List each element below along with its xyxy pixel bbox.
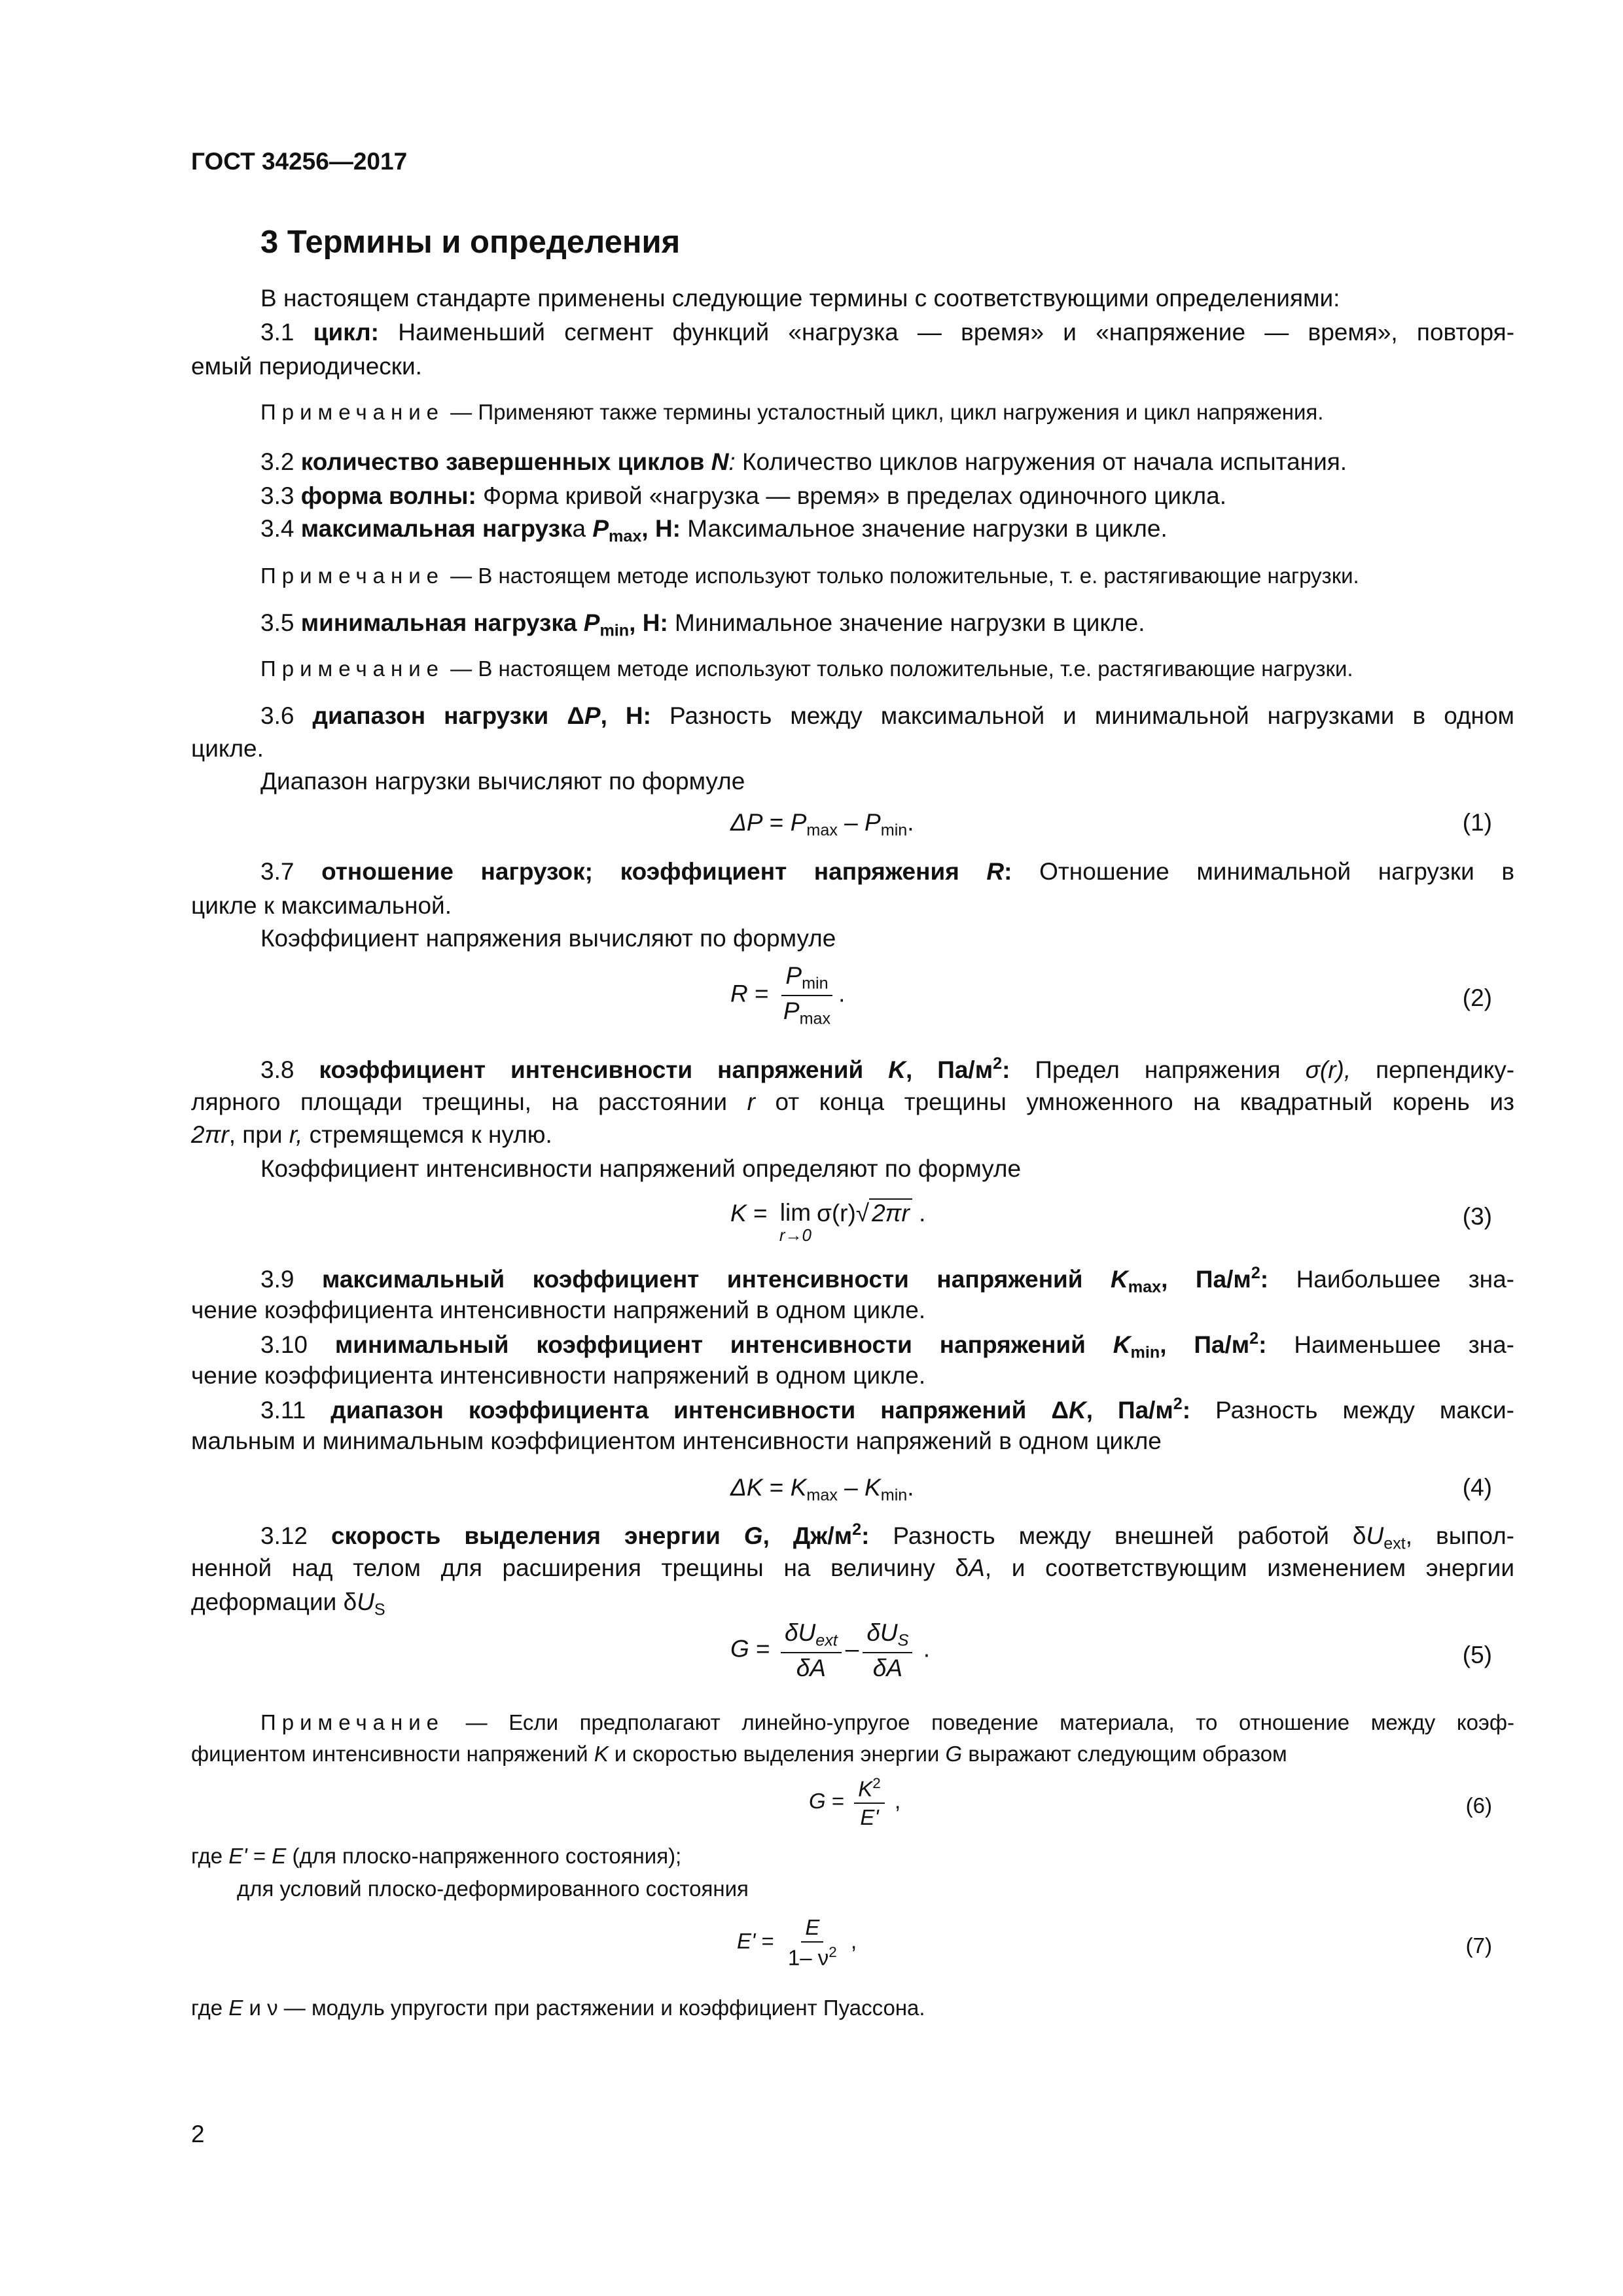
term-3-7-line-1: 3.7 отношение нагрузок; коэффициент напряжения R: Отношение минимальной нагрузки в <box>260 858 1515 885</box>
equation-number-1: (1) <box>1462 809 1492 836</box>
term-3-6-line-1: 3.6 диапазон нагрузки ΔP, Н: Разность между максимальной и минимальной нагрузками в одном <box>260 702 1514 729</box>
term-number: 3.1 <box>260 319 294 346</box>
note-2 <box>260 563 1359 589</box>
term-3-9-line-1: 3.9 максимальный коэффициент интенсивности напряжений $K_{max}$, $Па/м^2$: Наибольшее зна- <box>260 1264 1515 1297</box>
term-3-1-line-2: емый периодически. <box>191 353 422 380</box>
where-line-1: где E' = E (для плоско-напряженного состояния); <box>191 1844 682 1868</box>
term-3-12-line-3: деформации $\delta U_S$ <box>191 1588 385 1619</box>
formula-5: G = $\frac{\delta U_{ext}}{\delta A}$ – $\frac{\delta U_S}{\delta A}$ . <box>730 1619 930 1681</box>
term-3-10-line-1: 3.10 минимальный коэффициент интенсивности напряжений $K_{min}$, $Па/м^2$: Наименьшее зна- <box>260 1329 1515 1362</box>
equation-number-3: (3) <box>1462 1203 1492 1230</box>
term-name: отношение нагрузок; коэффициент напряжения R: <box>321 858 1012 885</box>
term-3-12-line-2: ненной над телом для расширения трещины на величину δA, и соответствующим изменением энергии <box>191 1554 1514 1581</box>
term-name: минимальный коэффициент интенсивности напряжений $K_{min}$, $Па/м^2$: <box>334 1329 1267 1362</box>
term-3-11-line-1: 3.11 диапазон коэффициента интенсивности напряжений ΔK, $Па/м^2$: Разность между макси- <box>260 1395 1514 1424</box>
section-title: 3 Термины и определения <box>260 224 681 260</box>
term-definition: Разность между макси- <box>1190 1396 1514 1424</box>
note-label: Примечание <box>260 564 445 588</box>
note-label: Примечание <box>260 1710 445 1734</box>
term-3-9-line-2: чение коэффициента интенсивности напряжений в одном цикле. <box>191 1297 926 1323</box>
note-4-line-1: Примечание — Если предполагают линейно-упругое поведение материала, то отношение между коэф- <box>260 1710 1514 1734</box>
term-3-4: 3.4 максимальная нагрузка $P_{max}$, Н: Максимальное значение нагрузки в цикле. <box>260 515 1168 546</box>
term-definition: Разность между максимальной и минимальной нагрузками в одном <box>651 702 1514 729</box>
note-text: — В настоящем методе используют только положительные, т. е. растягивающие нагрузки. <box>444 564 1359 588</box>
note-text: — В настоящем методе используют только положительные, т.е. растягивающие нагрузки. <box>444 656 1353 681</box>
equation-number-4: (4) <box>1462 1474 1492 1501</box>
term-definition: Форма кривой «нагрузка — время» в пределах одиночного цикла. <box>476 482 1226 509</box>
term-definition: Количество циклов нагружения от начала испытания. <box>735 448 1347 475</box>
note-4-line-2: фициентом интенсивности напряжений K и скоростью выделения энергии G выражают следующим образом <box>191 1742 1287 1766</box>
term-definition: Наименьшее зна- <box>1266 1331 1515 1358</box>
term-name: минимальная нагрузка $P_{min}$, Н: <box>300 609 668 640</box>
note-3 <box>260 656 1353 682</box>
formula-4: $\Delta K = K_{max} - K_{min}$. <box>730 1474 914 1505</box>
formula-intro-2: Коэффициент напряжения вычисляют по формуле <box>260 925 836 952</box>
term-name: цикл: <box>313 319 379 346</box>
term-definition: Максимальное значение нагрузки в цикле. <box>681 515 1168 542</box>
formula-6: G = $\frac{K^2}{E'}$ , <box>809 1775 901 1830</box>
term-3-6-line-2: цикле. <box>191 735 264 762</box>
term-3-10-line-2: чение коэффициента интенсивности напряжений в одном цикле. <box>191 1362 926 1389</box>
equation-number-6: (6) <box>1465 1793 1492 1818</box>
term-name: скорость выделения энергии G, $Дж/м^2$: <box>330 1520 870 1549</box>
formula-intro-1: Диапазон нагрузки вычисляют по формуле <box>260 768 745 795</box>
term-3-1-line-1 <box>260 318 1514 347</box>
term-3-8-line-2: лярного площади трещины, на расстоянии r от конца трещины умноженного на квадратный корень из <box>191 1088 1514 1115</box>
term-name: максимальный коэффициент интенсивности напряжений $K_{max}$, $Па/м^2$: <box>321 1264 1269 1297</box>
term-3-7-line-2: цикле к максимальной. <box>191 892 452 919</box>
term-definition: Отношение минимальной нагрузки в <box>1012 858 1515 885</box>
where-line-3: где E и ν — модуль упругости при растяжении и коэффициент Пуассона. <box>191 1996 925 2020</box>
term-3-12-line-1: 3.12 скорость выделения энергии G, $Дж/м^2$: Разность между внешней работой $\delta U_{ext}$, выпол- <box>260 1520 1515 1553</box>
document-code: ГОСТ 34256—2017 <box>191 148 408 175</box>
equation-number-2: (2) <box>1462 984 1492 1011</box>
note-label: Примечание <box>260 400 445 424</box>
term-name: коэффициент интенсивности напряжений K, $Па/м^2$: <box>319 1054 1010 1083</box>
term-3-8-line-1: 3.8 коэффициент интенсивности напряжений K, $Па/м^2$: Предел напряжения σ(r), перпендику- <box>260 1054 1515 1083</box>
term-3-2: 3.2 количество завершенных циклов N: Количество циклов нагружения от начала испытания. <box>260 448 1347 475</box>
note-text: — Применяют также термины усталостный цикл, цикл нагружения и цикл напряжения. <box>444 400 1324 424</box>
term-3-11-line-2: мальным и минимальным коэффициентом интенсивности напряжений в одном цикле <box>191 1427 1162 1454</box>
note-label: Примечание <box>260 656 445 681</box>
formula-intro-3: Коэффициент интенсивности напряжений определяют по формуле <box>260 1155 1022 1182</box>
term-definition: Наименьший сегмент функций «нагрузка — время» и «напряжение — время», повторя- <box>398 319 1515 346</box>
formula-1: $\Delta P = P_{max} - P_{min}$. <box>730 809 914 840</box>
term-name: диапазон коэффициента интенсивности напряжений ΔK, $Па/м^2$: <box>330 1395 1191 1424</box>
formula-2: R = $\frac{P_{min}}{P_{max}}$ . <box>730 962 846 1028</box>
formula-3: K = lim r→0 σ(r)√ 2πr . <box>730 1199 926 1245</box>
term-name: форма волны: <box>300 482 476 509</box>
term-3-8-line-3: 2πr, при r, стремящемся к нулю. <box>191 1121 552 1148</box>
term-name: количество завершенных циклов N <box>300 448 729 475</box>
formula-7: E' = $\frac{E}{1- \nu^2}$ , <box>737 1915 857 1970</box>
term-name: максимальная нагрузк <box>300 515 573 542</box>
page-number: 2 <box>191 2121 205 2147</box>
term-definition: Минимальное значение нагрузки в цикле. <box>668 609 1145 636</box>
note-1 <box>260 399 1323 425</box>
where-line-2: для условий плоско-деформированного состояния <box>237 1876 749 1901</box>
intro-text: В настоящем стандарте применены следующие термины с соответствующими определениями: <box>260 285 1340 312</box>
term-definition: Наибольшее зна- <box>1268 1265 1515 1293</box>
term-name: диапазон нагрузки ΔP, Н: <box>312 702 651 729</box>
equation-number-7: (7) <box>1465 1933 1492 1958</box>
term-3-5: 3.5 минимальная нагрузка $P_{min}$, Н: Минимальное значение нагрузки в цикле. <box>260 609 1145 640</box>
term-3-3: 3.3 форма волны: Форма кривой «нагрузка — время» в пределах одиночного цикла. <box>260 482 1226 509</box>
equation-number-5: (5) <box>1462 1641 1492 1668</box>
